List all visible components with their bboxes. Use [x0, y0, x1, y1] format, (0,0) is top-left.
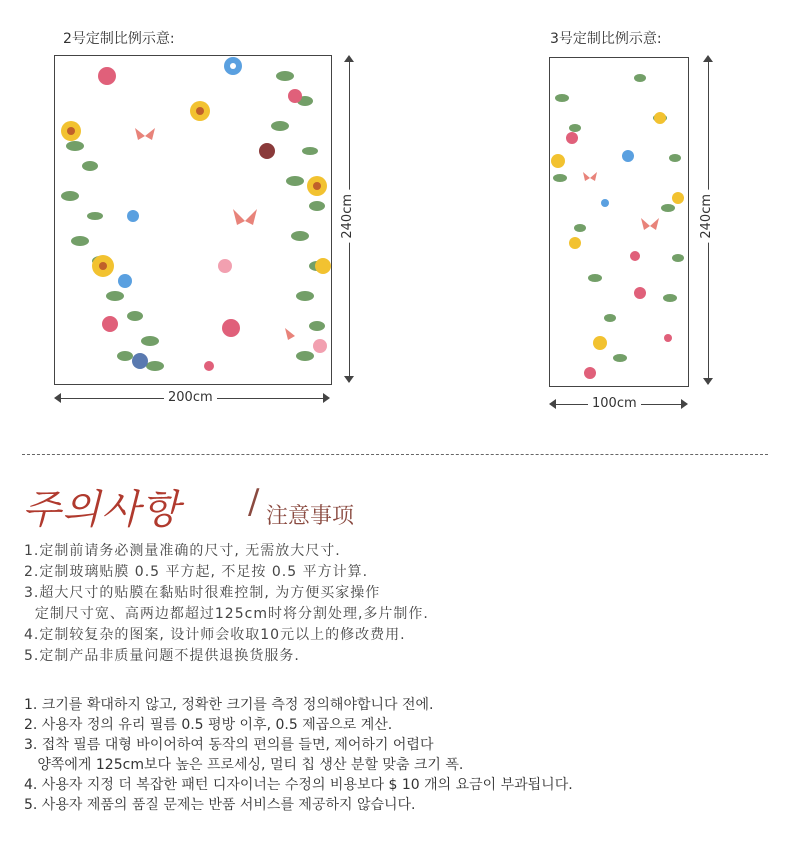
right-sample-panel: [549, 57, 689, 387]
ko-note-2: 2. 사용자 정의 유리 필름 0.5 평방 이후, 0.5 제곱으로 계산.: [24, 717, 393, 733]
cn-note-3b: 定制尺寸宽、高两边都超过125cm时将分割处理,多片制作.: [24, 606, 429, 622]
right-floral-artwork: [550, 58, 688, 386]
cn-notes: [24, 541, 429, 667]
right-height-label: 240cm: [699, 190, 714, 243]
left-floral-artwork: [55, 56, 331, 384]
right-flowers: [551, 112, 684, 379]
ko-note-4: 4. 사용자 지정 더 복잡한 패턴 디자이너는 수정의 비용보다 $ 10 개의 요금이 부과됩니다.: [24, 777, 573, 793]
cn-note-5: 5.定制产品非质量问题不提供退换货服务.: [24, 648, 300, 664]
ko-note-1: 1. 크기를 확대하지 않고, 정확한 크기를 측정 정의해야합니다 전에.: [24, 697, 434, 713]
right-sample-caption: 3号定制比例示意:: [550, 31, 662, 47]
notice-title-ko: 주의사항: [22, 487, 181, 533]
ko-notes: [24, 695, 573, 815]
left-sample-caption: 2号定制比例示意:: [63, 31, 175, 47]
notice-title-cn: 注意事项: [266, 504, 355, 529]
right-width-label: 100cm: [588, 396, 641, 411]
ko-note-3: 3. 접착 필름 대형 바이어하여 동작의 편의를 들면, 제어하기 어렵다: [24, 737, 434, 753]
ko-note-3b: 양쪽에게 125cm보다 높은 프로세싱, 멀티 칩 생산 분할 맞춤 크기 폭.: [24, 757, 464, 773]
left-height-label: 240cm: [340, 190, 355, 243]
left-sample-panel: [54, 55, 332, 385]
cn-note-2: 2.定制玻璃贴膜 0.5 平方起, 不足按 0.5 平方计算.: [24, 564, 369, 580]
right-vine: [271, 71, 325, 361]
left-vine: [61, 141, 164, 371]
right-butterflies: [583, 172, 659, 230]
dashed-divider: [22, 454, 768, 455]
cn-note-3: 3.超大尺寸的贴膜在黏贴时很难控制, 为方便买家操作: [24, 585, 381, 601]
cn-note-1: 1.定制前请务必测量准确的尺寸, 无需放大尺寸.: [24, 543, 341, 559]
left-width-label: 200cm: [164, 390, 217, 405]
title-slash: /: [248, 482, 260, 522]
butterflies: [135, 128, 295, 340]
ko-note-5: 5. 사용자 제품의 품질 문제는 반품 서비스를 제공하지 않습니다.: [24, 797, 416, 813]
cn-note-4: 4.定制较复杂的图案, 设计师会收取10元以上的修改费用.: [24, 627, 406, 643]
